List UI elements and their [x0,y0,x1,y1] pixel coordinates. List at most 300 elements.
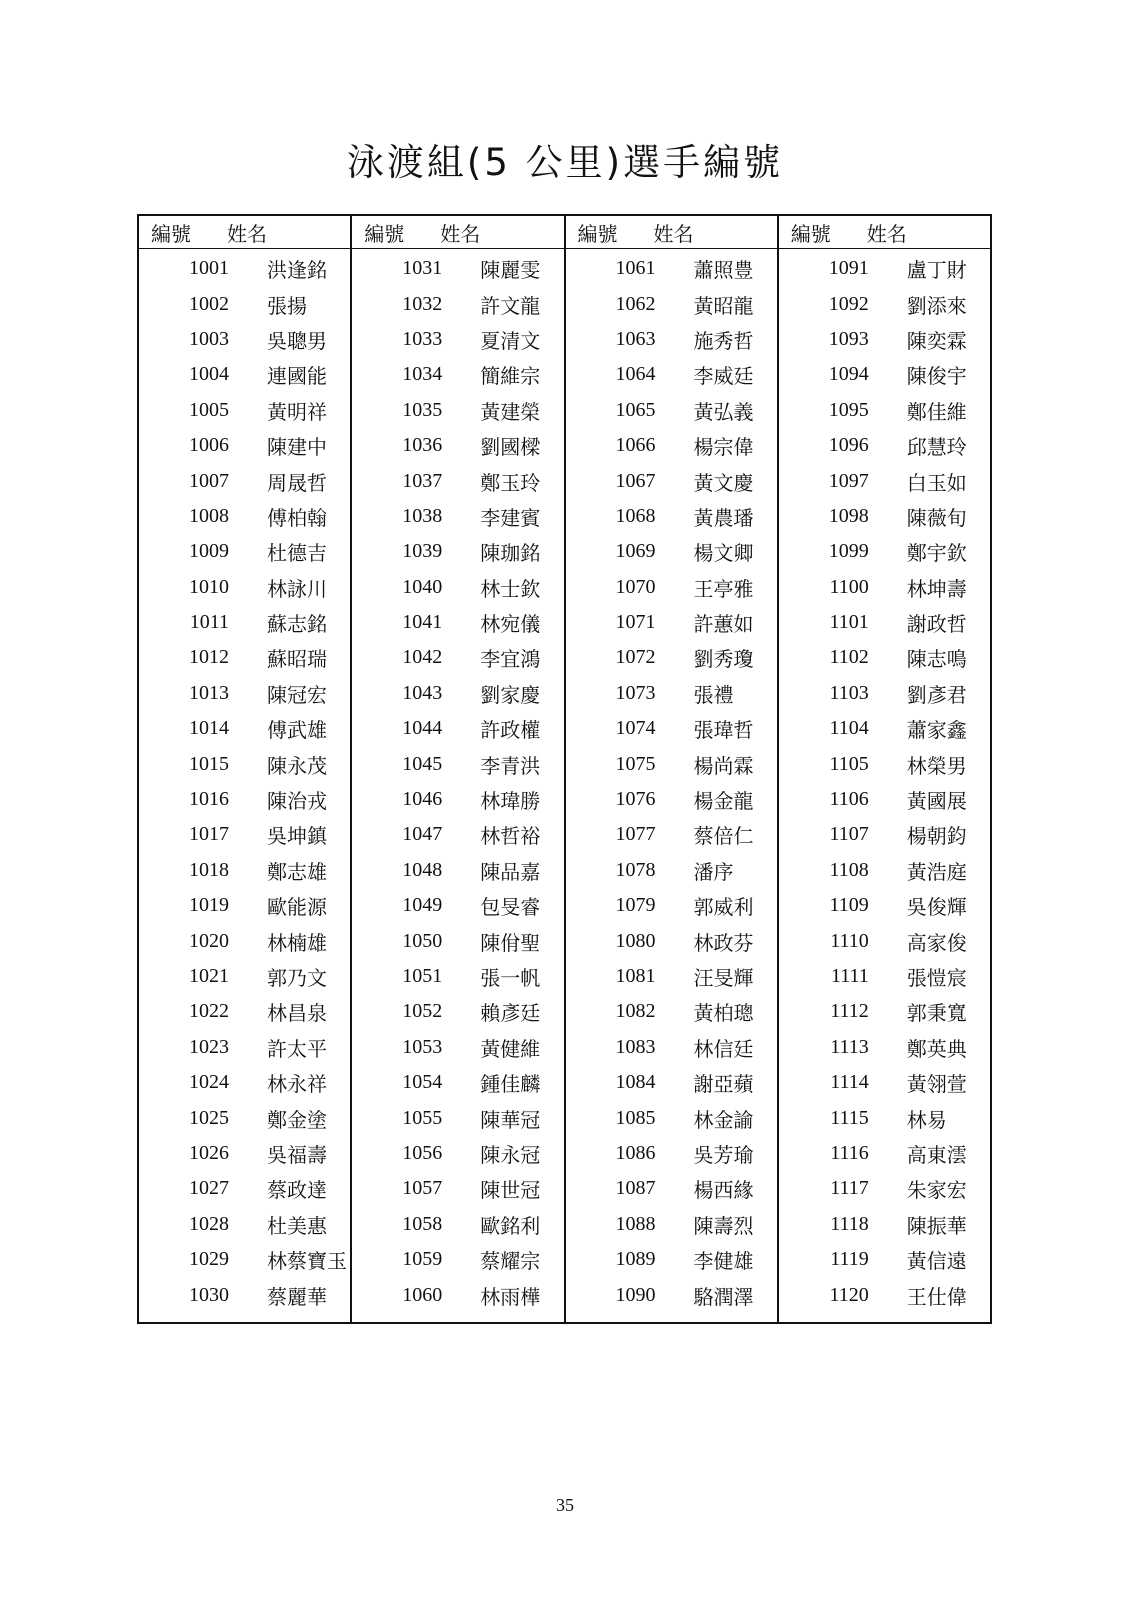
table-row [139,888,350,923]
athlete-number: 1093 [828,327,869,350]
athlete-name: 蕭照豊 [693,258,754,283]
athlete-name: 黃翎萱 [906,1072,967,1097]
table-row [352,428,563,463]
table-row [352,605,563,640]
table-row [139,463,350,498]
athlete-number: 1042 [402,646,443,669]
table-row [566,605,777,640]
athlete-number: 1065 [615,398,656,421]
table-row [779,853,990,888]
athlete-number: 1050 [402,929,443,952]
athlete-name: 黃農璠 [693,505,754,530]
athlete-number: 1102 [829,646,869,669]
athlete-name: 蔡麗華 [267,1284,327,1309]
athlete-name: 盧丁財 [906,258,967,283]
athlete-number: 1120 [829,1283,869,1306]
athlete-name: 楊金龍 [693,789,754,814]
table-row [139,1030,350,1065]
table-row [139,428,350,463]
athlete-name: 陳志鳴 [906,647,967,672]
athlete-name: 許文龍 [480,293,541,318]
athlete-name: 林哲裕 [480,824,541,849]
athlete-number: 1098 [828,504,869,527]
athlete-number: 1095 [828,398,869,421]
athlete-name: 王亭雅 [693,576,754,601]
athlete-number: 1085 [615,1106,656,1129]
athlete-number: 1072 [615,646,656,669]
table-row [779,994,990,1029]
athlete-number: 1048 [402,858,443,881]
athlete-number: 1094 [828,363,869,386]
table-row [139,1100,350,1135]
table-row [352,1277,563,1312]
athlete-number: 1059 [402,1248,443,1271]
table-row [779,676,990,711]
athlete-name: 鄭英典 [906,1036,967,1061]
athlete-number: 1055 [402,1106,443,1129]
table-row [779,322,990,357]
athlete-name: 洪逢銘 [267,258,327,283]
athlete-name: 劉秀瓊 [693,647,754,672]
athlete-name: 林坤壽 [906,576,967,601]
athlete-number: 1064 [615,363,656,386]
athlete-name: 蔡耀宗 [480,1249,541,1274]
table-row [352,1136,563,1171]
page-title: 泳渡組(5 公里)選手編號 [346,141,784,184]
table-row [566,782,777,817]
table-row [352,499,563,534]
athlete-number: 1046 [402,788,443,811]
athlete-number: 1027 [189,1177,229,1200]
athlete-name: 高家俊 [906,930,967,955]
athlete-name: 杜德吉 [267,541,327,566]
table-row [139,817,350,852]
table-row [352,570,563,605]
athlete-number: 1109 [829,894,869,917]
athlete-name: 楊宗偉 [693,435,754,460]
athlete-number: 1056 [402,1141,443,1164]
athlete-name: 蔡倍仁 [693,824,754,849]
athlete-name: 黃國展 [906,789,967,814]
table-row [566,959,777,994]
athlete-number: 1031 [402,257,443,280]
table-row [139,534,350,569]
header-name-label: 姓名 [653,221,694,246]
table-row [352,994,563,1029]
table-row [779,782,990,817]
athlete-name: 李健雄 [693,1249,754,1274]
athlete-number: 1117 [830,1177,869,1200]
athlete-name: 王仕偉 [906,1284,967,1309]
athlete-number: 1008 [189,504,229,527]
athlete-name: 林榮男 [906,753,967,778]
athlete-number: 1099 [828,540,869,563]
table-row [566,676,777,711]
table-row [352,676,563,711]
athlete-number: 1058 [402,1212,443,1235]
athlete-number: 1063 [615,327,656,350]
table-row [779,959,990,994]
table-row [779,1100,990,1135]
table-row [352,1030,563,1065]
table-row [566,428,777,463]
athlete-name: 劉彥君 [906,682,967,707]
table-row [139,499,350,534]
athlete-number: 1001 [189,257,229,280]
table-row [139,286,350,321]
table-row [779,711,990,746]
athlete-number: 1029 [189,1248,229,1271]
roster-column [777,216,990,1322]
athlete-name: 楊西緣 [693,1178,754,1203]
athlete-name: 林永祥 [267,1072,327,1097]
athlete-number: 1111 [830,965,869,987]
athlete-number: 1036 [402,434,443,457]
table-row [566,923,777,958]
table-row [779,570,990,605]
table-row [352,746,563,781]
table-row [566,711,777,746]
table-row [139,357,350,392]
athlete-number: 1043 [402,681,443,704]
athlete-number: 1115 [830,1106,869,1129]
column-header [139,216,350,249]
table-row [566,817,777,852]
column-header [352,216,563,249]
athlete-name: 林詠川 [267,576,327,601]
athlete-number: 1100 [829,575,869,598]
athlete-number: 1097 [828,469,869,492]
table-row [352,1100,563,1135]
table-row [566,1136,777,1171]
athlete-name: 林昌泉 [267,1001,327,1026]
table-row [566,322,777,357]
athlete-name: 陳佾聖 [480,930,541,955]
table-row [139,1171,350,1206]
athlete-name: 林金諭 [693,1107,754,1132]
athlete-number: 1019 [189,894,229,917]
table-row [139,570,350,605]
table-row [779,1065,990,1100]
athlete-name: 陳壽烈 [693,1213,754,1238]
table-row [352,393,563,428]
athlete-name: 陳世冠 [480,1178,541,1203]
athlete-number: 1119 [830,1248,869,1271]
athlete-name: 駱潤澤 [693,1284,754,1309]
athlete-name: 賴彥廷 [480,1001,541,1026]
athlete-name: 李威廷 [693,364,754,389]
table-row [139,1277,350,1312]
table-row [352,1242,563,1277]
athlete-name: 張揚 [267,293,307,318]
table-row [139,1136,350,1171]
table-row [139,251,350,286]
table-row [779,251,990,286]
table-row [566,570,777,605]
athlete-name: 郭威利 [693,895,754,920]
table-row [352,534,563,569]
table-row [139,711,350,746]
athlete-number: 1107 [829,823,869,846]
athlete-number: 1061 [615,257,656,280]
athlete-name: 傅武雄 [267,718,327,743]
athlete-name: 傅柏翰 [267,505,327,530]
athlete-name: 楊尚霖 [693,753,754,778]
athlete-number: 1037 [402,469,443,492]
athlete-name: 謝政哲 [906,612,967,637]
page-number: 35 [556,1495,574,1515]
athlete-number: 1016 [189,788,229,811]
table-row [139,782,350,817]
athlete-number: 1103 [829,681,869,704]
athlete-number: 1007 [189,469,229,492]
athlete-name: 黃柏璁 [693,1001,754,1026]
roster-column [350,216,563,1322]
athlete-number: 1079 [615,894,656,917]
athlete-name: 杜美惠 [267,1213,327,1238]
table-row [139,1242,350,1277]
athlete-number: 1087 [615,1177,656,1200]
athlete-number: 1024 [189,1071,229,1094]
athlete-number: 1081 [615,965,656,987]
table-row [352,640,563,675]
table-row [139,853,350,888]
athlete-number: 1104 [829,717,869,740]
table-row [139,676,350,711]
table-row [566,1065,777,1100]
athlete-name: 許政權 [480,718,541,743]
athlete-name: 施秀哲 [693,328,754,353]
athlete-number: 1078 [615,858,656,881]
athlete-name: 連國能 [267,364,327,389]
athlete-number: 1083 [615,1035,656,1058]
table-row [352,463,563,498]
table-row [352,853,563,888]
athlete-number: 1068 [615,504,656,527]
athlete-number: 1006 [189,434,229,457]
athlete-name: 鄭志雄 [267,859,327,884]
athlete-number: 1101 [829,611,869,634]
table-row [566,640,777,675]
table-row [352,959,563,994]
table-row [779,640,990,675]
table-row [779,357,990,392]
column-header [566,216,777,249]
athlete-name: 蘇志銘 [267,612,327,637]
athlete-number: 1035 [402,398,443,421]
table-row [566,853,777,888]
athlete-name: 吳俊輝 [906,895,967,920]
athlete-number: 1020 [189,929,229,952]
athlete-number: 1002 [189,292,229,315]
athlete-number: 1073 [615,681,656,704]
table-row [779,499,990,534]
athlete-name: 劉國樑 [480,435,541,460]
athlete-number: 1023 [189,1035,229,1058]
header-name-label: 姓名 [227,221,267,246]
athlete-number: 1026 [189,1141,229,1164]
table-row [352,322,563,357]
athlete-name: 蘇昭瑞 [267,647,327,672]
athlete-number: 1082 [615,1000,656,1023]
athlete-name: 吳芳瑜 [693,1142,754,1167]
athlete-name: 黃文慶 [693,470,754,495]
table-row [779,1136,990,1171]
athlete-name: 劉家慶 [480,682,541,707]
athlete-name: 林蔡寶玉 [267,1249,347,1274]
table-row [566,1171,777,1206]
athlete-number: 1025 [189,1106,229,1129]
athlete-number: 1005 [189,398,229,421]
athlete-name: 鄭玉玲 [480,470,541,495]
athlete-number: 1054 [402,1071,443,1094]
athlete-number: 1069 [615,540,656,563]
table-row [779,746,990,781]
athlete-name: 郭乃文 [267,966,327,990]
athlete-number: 1012 [189,646,229,669]
table-row [139,605,350,640]
athlete-number: 1066 [615,434,656,457]
athlete-name: 蔡政達 [267,1178,327,1203]
athlete-name: 陳冠宏 [267,682,327,707]
column-header [779,216,990,249]
table-row [352,251,563,286]
table-row [779,1207,990,1242]
athlete-name: 陳奕霖 [906,328,967,353]
athlete-number: 1060 [402,1283,443,1306]
table-row [566,534,777,569]
athlete-name: 黃浩庭 [906,859,967,884]
table-row [139,746,350,781]
athlete-name: 黃建榮 [480,399,541,424]
athlete-name: 吳聰男 [267,328,327,353]
table-row [779,534,990,569]
athlete-number: 1108 [829,858,869,881]
table-row [566,463,777,498]
athlete-name: 李宜鴻 [480,647,541,672]
athlete-number: 1028 [189,1212,229,1235]
athlete-name: 謝亞蘋 [693,1072,754,1097]
athlete-number: 1090 [615,1283,656,1306]
athlete-number: 1084 [615,1071,656,1094]
athlete-name: 林瑋勝 [480,789,541,814]
athlete-number: 1088 [615,1212,656,1235]
table-row [779,393,990,428]
athlete-number: 1009 [189,540,229,563]
table-row [566,1242,777,1277]
athlete-number: 1030 [189,1283,229,1306]
athlete-number: 1038 [402,504,443,527]
athlete-name: 楊文卿 [693,541,754,566]
athlete-number: 1053 [402,1035,443,1058]
athlete-number: 1077 [615,823,656,846]
athlete-name: 陳治戎 [267,789,327,814]
athlete-name: 包旻睿 [480,895,541,920]
athlete-name: 林政芬 [693,930,754,955]
roster-column [564,216,777,1322]
athlete-name: 林雨樺 [480,1284,541,1309]
table-row [352,1065,563,1100]
athlete-name: 夏清文 [480,328,541,353]
athlete-name: 黃信遠 [906,1249,967,1274]
athlete-name: 許蕙如 [693,612,754,637]
athlete-number: 1047 [402,823,443,846]
athlete-name: 林易 [906,1107,947,1132]
athlete-number: 1113 [830,1035,869,1058]
header-id-label: 編號 [577,221,618,246]
athlete-number: 1110 [830,929,869,952]
athlete-name: 朱家宏 [906,1178,967,1203]
table-row [779,605,990,640]
athlete-name: 陳麗雯 [480,258,541,283]
athlete-number: 1092 [828,292,869,315]
athlete-name: 邱慧玲 [906,435,967,460]
athlete-name: 陳珈銘 [480,541,541,566]
athlete-number: 1039 [402,540,443,563]
athlete-name: 黃健維 [480,1036,541,1061]
athlete-name: 黃弘義 [693,399,754,424]
athlete-number: 1034 [402,363,443,386]
athlete-number: 1116 [830,1141,869,1164]
athlete-number: 1033 [402,327,443,350]
athlete-number: 1074 [615,717,656,740]
header-name-label: 姓名 [440,221,481,246]
roster-table [137,214,992,1324]
table-row [566,1030,777,1065]
athlete-number: 1051 [402,965,443,987]
table-row [139,322,350,357]
table-row [566,1100,777,1135]
athlete-number: 1118 [830,1212,869,1235]
athlete-name: 陳品嘉 [480,859,541,884]
athlete-number: 1071 [615,611,656,634]
athlete-name: 張一帆 [480,966,541,990]
athlete-name: 吳坤鎮 [267,824,327,849]
table-row [352,923,563,958]
athlete-number: 1106 [829,788,869,811]
athlete-number: 1045 [402,752,443,775]
athlete-number: 1112 [830,1000,869,1023]
athlete-name: 陳華冠 [480,1107,541,1132]
athlete-name: 陳振華 [906,1213,967,1238]
table-row [139,393,350,428]
athlete-number: 1062 [615,292,656,315]
table-row [566,1207,777,1242]
athlete-number: 1096 [828,434,869,457]
athlete-name: 劉添來 [906,293,967,318]
athlete-number: 1022 [189,1000,229,1023]
table-row [139,994,350,1029]
athlete-name: 許太平 [267,1036,327,1061]
athlete-name: 林信廷 [693,1036,754,1061]
athlete-name: 林楠雄 [267,930,327,955]
athlete-number: 1021 [189,965,229,987]
athlete-number: 1010 [189,575,229,598]
athlete-number: 1003 [189,327,229,350]
table-row [779,923,990,958]
athlete-name: 林宛儀 [480,612,541,637]
table-row [779,888,990,923]
table-row [566,251,777,286]
athlete-number: 1041 [402,611,443,634]
athlete-name: 周晟哲 [267,470,327,495]
athlete-name: 吳福壽 [267,1142,327,1167]
table-row [779,428,990,463]
athlete-number: 1075 [615,752,656,775]
table-row [566,994,777,1029]
athlete-number: 1014 [189,717,229,740]
athlete-number: 1080 [615,929,656,952]
